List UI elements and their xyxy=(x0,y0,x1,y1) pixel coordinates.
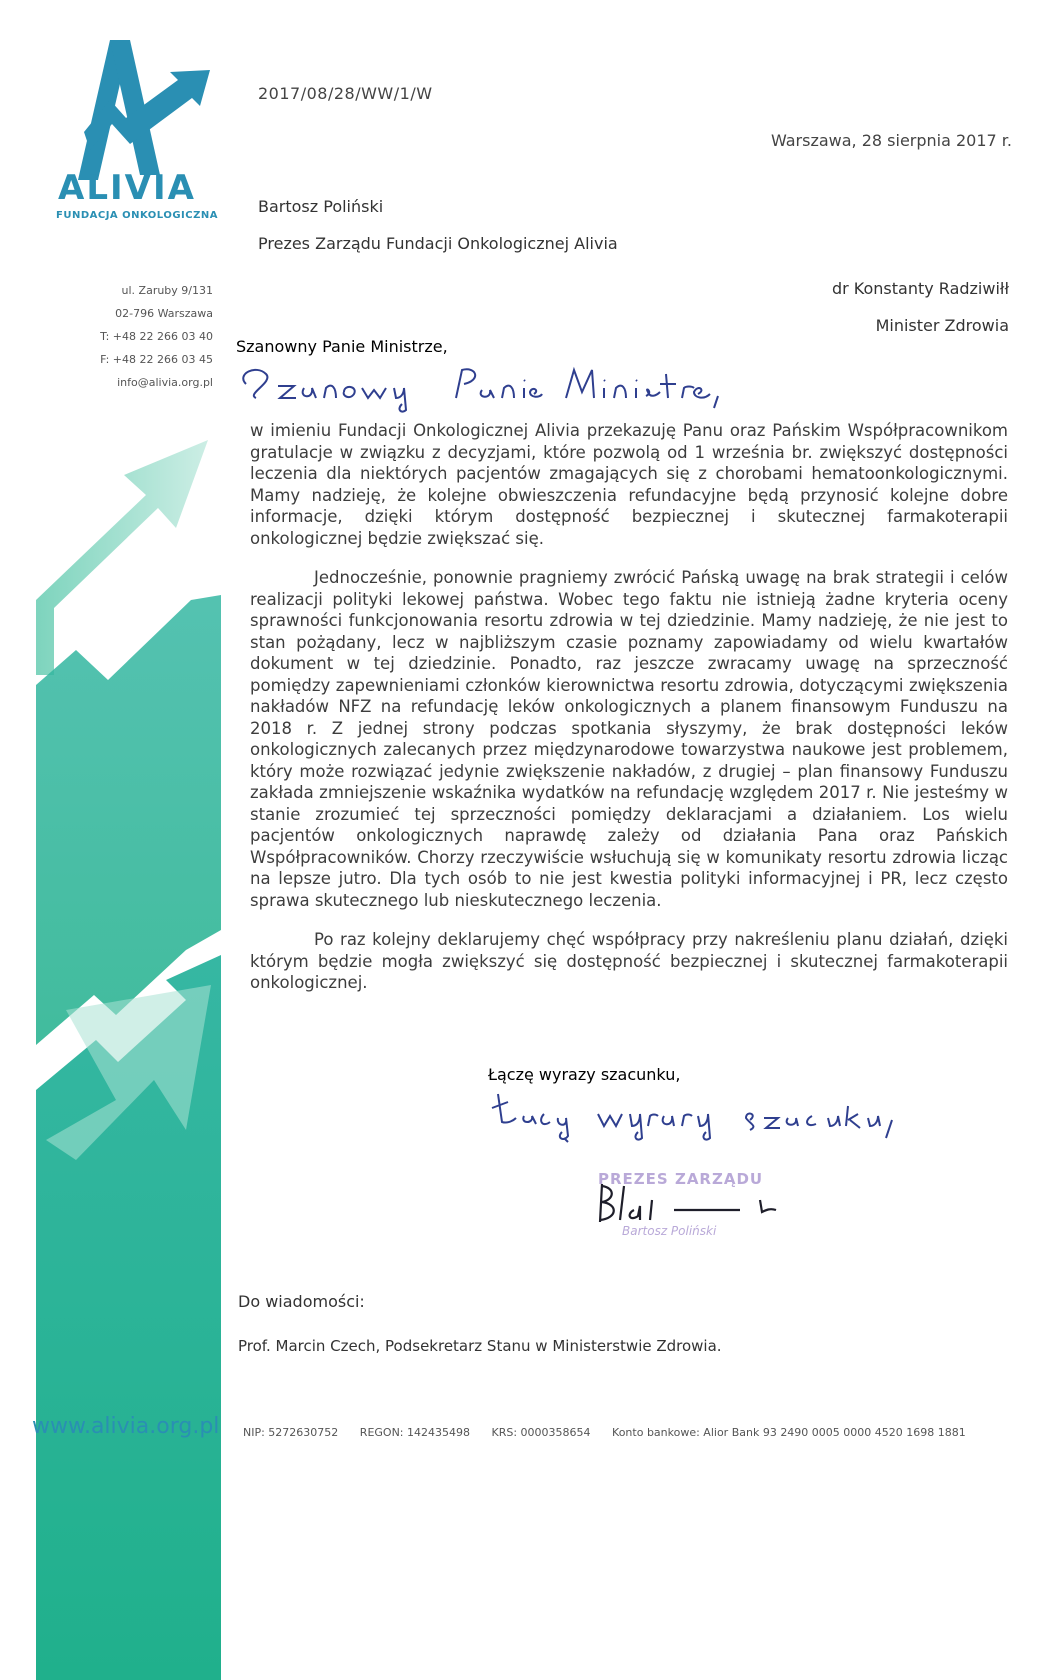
alivia-logo-mark-icon xyxy=(50,40,220,180)
stamp-title: PREZES ZARZĄDU xyxy=(598,1170,764,1188)
address-fax: F: +48 22 266 03 45 xyxy=(100,353,213,366)
address-phone: T: +48 22 266 03 40 xyxy=(100,330,213,343)
logo-name: ALIVIA xyxy=(58,168,196,208)
footer-registration-info xyxy=(243,1426,984,1439)
body-paragraph-1: w imieniu Fundacji Onkologicznej Alivia przekazuję Panu oraz Pańskim Współpracownikom gratulacje w związku z decyzjami, które pozwolą od 1 września br. zwiększyć dostępności leczenia dla niektórych pacjentów zmagających się z chorobami hematoonkologicznymi. Mamy nadzieję, że kolejne obwieszczenia refundacyjne będą przynosić kolejne dobre informacje, dzięki którym dostępność bezpiecznej i skutecznej farmakoterapii onkologicznej będzie zwiększać się. xyxy=(250,421,1008,548)
closing-text: Łączę wyrazy szacunku, xyxy=(488,1065,681,1084)
decorative-arrows-graphic xyxy=(36,440,221,1680)
recipient-title: Minister Zdrowia xyxy=(875,316,1009,335)
handwritten-salutation xyxy=(236,337,726,412)
salutation-text: Szanowny Panie Ministrze, xyxy=(236,337,448,356)
address-city: 02-796 Warszawa xyxy=(115,307,213,320)
footer-website-link[interactable]: www.alivia.org.pl xyxy=(32,1414,220,1439)
address-street: ul. Zaruby 9/131 xyxy=(121,284,213,297)
recipient-name: dr Konstanty Radziwiłł xyxy=(831,279,1009,298)
sender-title: Prezes Zarządu Fundacji Onkologicznej Alivia xyxy=(258,234,618,253)
cc-heading: Do wiadomości: xyxy=(238,1292,365,1311)
footer-regon: REGON: 142435498 xyxy=(359,1426,470,1439)
letter-body xyxy=(250,420,1008,1012)
logo-subtitle: FUNDACJA ONKOLOGICZNA xyxy=(56,210,218,221)
handwritten-closing xyxy=(488,1065,918,1150)
body-paragraph-2: Jednocześnie, ponownie pragniemy zwrócić Pańską uwagę na brak strategii i celów realizacji polityki lekowej państwa. Wobec tego faktu nie istnieją żadne kryteria oceny sprawności funkcjonowania resortu zdrowia w tej dziedzinie. Mamy nadzieję, że nie jest to stan pożądany, lecz w najbliższym czasie poznamy zapowiadamy od wielu kwartałów dokument w tej dziedzinie. Ponadto, raz jeszcze zwracamy uwagę na sprzeczność pomiędzy zapewnieniami członków kierownictwa resortu zdrowia, dotyczącymi zwiększenia nakładów NFZ na refundację leków onkologicznych a planem finansowym Funduszu na 2018 r. Z jednej strony podczas spotkania słyszymy, że brak dostępności leków onkologicznych zalecanych przez międzynarodowe towarzystwa naukowe jest problemem, który może rozwiązać jedynie zwiększenie nakładów, z drugiej – plan finansowy Funduszu zakłada zmniejszenie wskaźnika wydatków na refundację względem 2017 r. Nie jesteśmy w stanie zrozumieć tej sprzeczności pomiędzy deklaracjami a działaniem. Los wielu pacjentów onkologicznych naprawdę zależy od działania Pana oraz Pańskich Współpracowników. Chorzy rzeczywiście wsłuchują się w komunikaty resortu zdrowia licząc na lepsze jutro. Dla tych osób to nie jest kwestia polityki informacyjnej i PR, lecz często sprawa skutecznego lub nieskutecznego leczenia. xyxy=(250,568,1008,910)
address-email: info@alivia.org.pl xyxy=(117,376,213,389)
footer-nip: NIP: 5272630752 xyxy=(243,1426,339,1439)
reference-number: 2017/08/28/WW/1/W xyxy=(258,84,433,103)
body-paragraph-3: Po raz kolejny deklarujemy chęć współpracy przy nakreśleniu planu działań, dzięki którym będzie mogła zwiększyć się dostępność bezpiecznej i skutecznej farmakoterapii onkologicznej. xyxy=(250,930,1008,992)
sender-name: Bartosz Poliński xyxy=(258,197,384,216)
place-date: Warszawa, 28 sierpnia 2017 r. xyxy=(770,131,1012,150)
stamp-name: Bartosz Poliński xyxy=(622,1224,717,1238)
footer-krs: KRS: 0000358654 xyxy=(491,1426,591,1439)
cc-recipient: Prof. Marcin Czech, Podsekretarz Stanu w Ministerstwie Zdrowia. xyxy=(238,1337,722,1355)
footer-bank: Konto bankowe: Alior Bank 93 2490 0005 0000 4520 1698 1881 xyxy=(612,1426,966,1439)
